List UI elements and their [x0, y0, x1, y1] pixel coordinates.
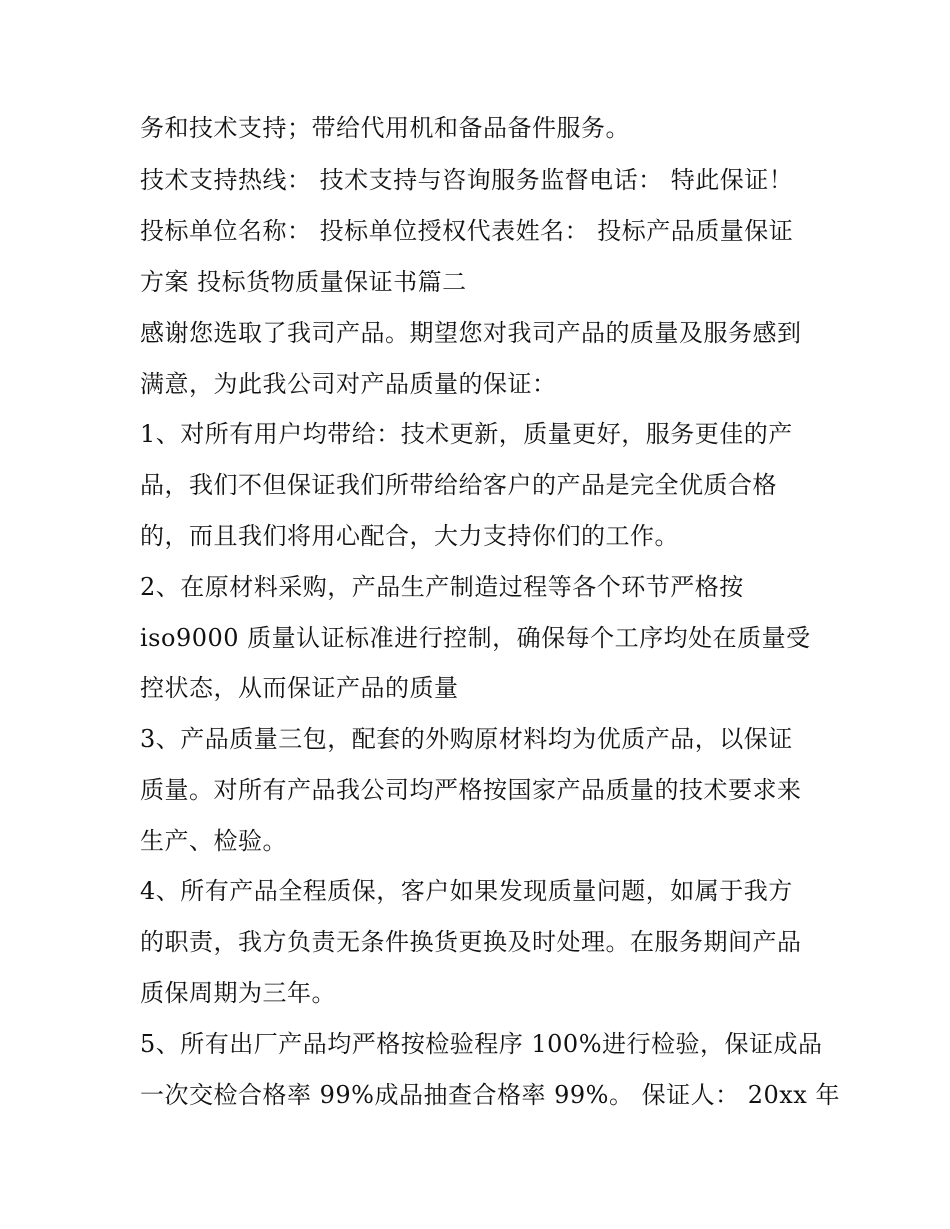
- text-line: 技术支持热线： 技术支持与咨询服务监督电话： 特此保证！: [140, 166, 794, 194]
- text-line: 方案 投标货物质量保证书篇二: [140, 268, 467, 296]
- text-line: 质量。对所有产品我公司均严格按国家产品质量的技术要求来: [140, 776, 802, 804]
- text-line: 感谢您选取了我司产品。期望您对我司产品的质量及服务感到: [140, 319, 802, 347]
- text-line: 的，而且我们将用心配合，大力支持你们的工作。: [140, 522, 679, 550]
- text-line: 2、在原材料采购，产品生产制造过程等各个环节严格按: [140, 573, 744, 601]
- text-line: 4、所有产品全程质保，客户如果发现质量问题，如属于我方: [140, 877, 793, 905]
- text-line: 满意，为此我公司对产品质量的保证：: [140, 370, 557, 398]
- text-line: 品，我们不但保证我们所带给给客户的产品是完全优质合格: [140, 471, 777, 499]
- text-line: 生产、检验。: [140, 827, 287, 855]
- text-line: 5、所有出厂产品均严格按检验程序 100%进行检验，保证成品: [140, 1030, 823, 1058]
- text-line: 务和技术支持；带给代用机和备品备件服务。: [140, 114, 630, 142]
- text-line: 1、对所有用户均带给：技术更新，质量更好，服务更佳的产: [140, 420, 793, 448]
- text-line: 的职责，我方负责无条件换货更换及时处理。在服务期间产品: [140, 928, 802, 956]
- text-line: 一次交检合格率 99%成品抽查合格率 99%。 保证人： 20xx 年: [140, 1081, 840, 1109]
- text-line: 3、产品质量三包，配套的外购原材料均为优质产品，以保证: [140, 725, 793, 753]
- text-line: iso9000 质量认证标准进行控制，确保每个工序均处在质量受: [140, 624, 811, 652]
- text-line: 投标单位名称： 投标单位授权代表姓名： 投标产品质量保证: [140, 217, 794, 245]
- text-line: 质保周期为三年。: [140, 979, 336, 1007]
- text-line: 控状态，从而保证产品的质量: [140, 674, 459, 702]
